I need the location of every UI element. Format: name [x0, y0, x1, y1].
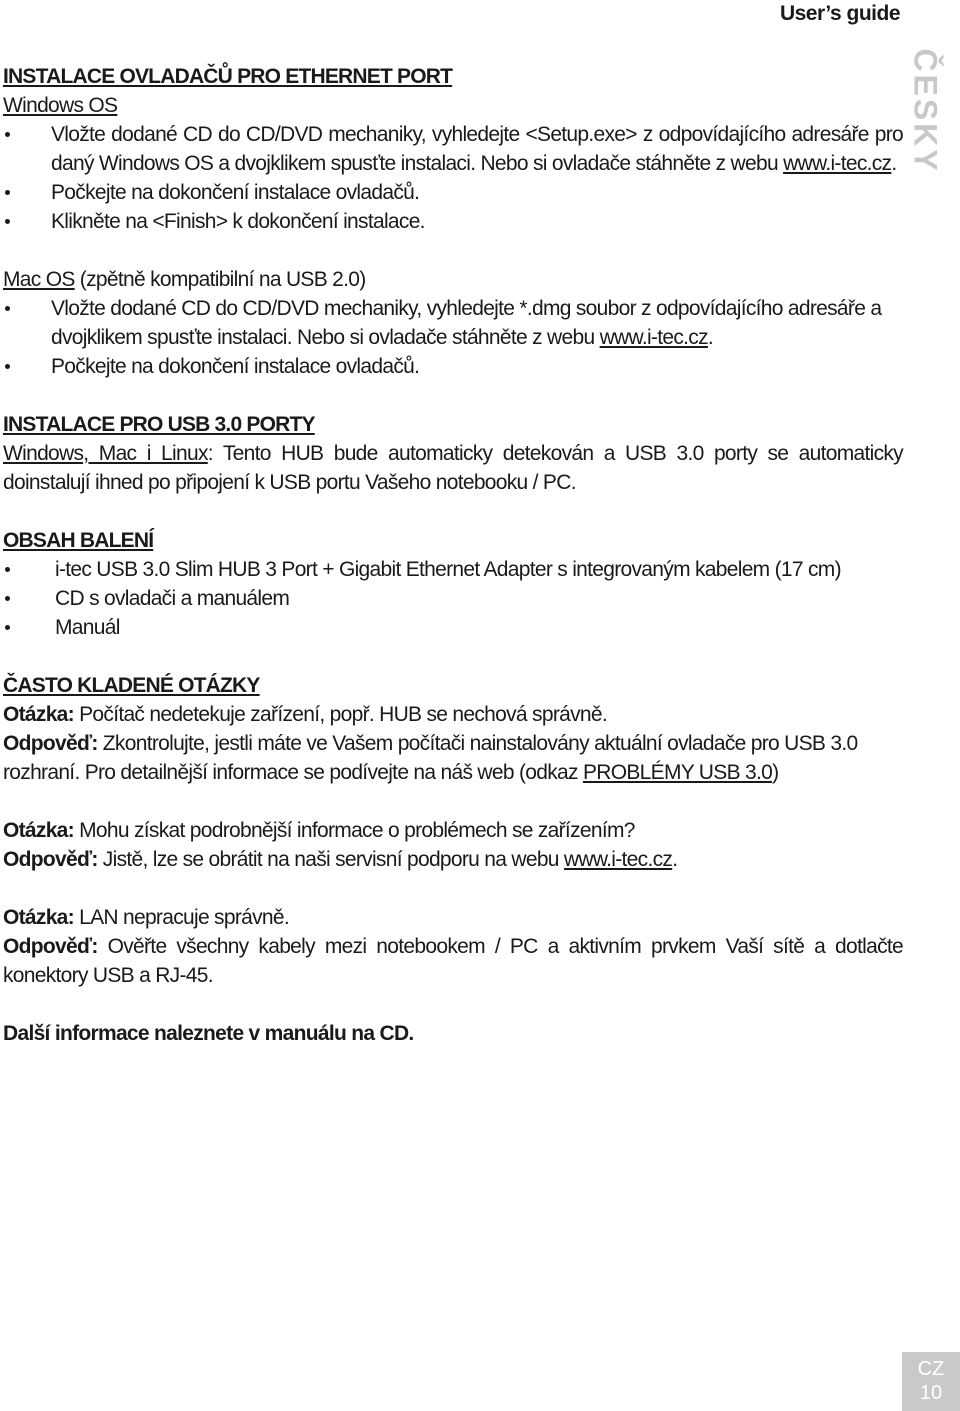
- question-label: Otázka:: [3, 906, 74, 929]
- faq-question-3: [3, 903, 903, 932]
- answer-text: Ověřte všechny kabely mezi notebookem / PC a aktivním prvkem Vaší sítě a dotlačte konektory USB a RJ-45.: [3, 935, 903, 987]
- windows-steps-list: [3, 120, 903, 236]
- page-number-badge: [902, 1352, 960, 1411]
- faq-question-1: [3, 700, 903, 729]
- faq-answer-2: [3, 845, 903, 874]
- package-heading: OBSAH BALENÍ: [3, 529, 154, 552]
- question-text: LAN nepracuje správně.: [73, 906, 290, 929]
- windows-step-finish: Klikněte na <Finish> k dokončení instalace.: [3, 207, 903, 236]
- mac-step-wait: Počkejte na dokončení instalace ovladačů.: [3, 352, 903, 381]
- itec-link[interactable]: www.i-tec.cz: [783, 152, 892, 175]
- answer-text: Jistě, lze se obrátit na naši servisní podporu na webu: [97, 848, 564, 871]
- answer-text: Zkontrolujte, jestli máte ve Vašem počítači nainstalovány aktuální ovladače pro USB 3.0 rozhraní. Pro detailnější informace se podívejte na náš web (odkaz: [3, 732, 858, 784]
- ethernet-heading: INSTALACE OVLADAČŮ PRO ETHERNET PORT: [3, 65, 453, 88]
- mac-itec-link[interactable]: www.i-tec.cz: [599, 326, 708, 349]
- answer-label: Odpověď:: [3, 732, 98, 755]
- usb-paragraph: [3, 439, 903, 497]
- question-label: Otázka:: [3, 703, 74, 726]
- page-badge-lang: CZ: [917, 1358, 945, 1380]
- answer-label: Odpověď:: [3, 935, 98, 958]
- page-header-title: User’s guide: [779, 2, 900, 25]
- package-item: CD s ovladači a manuálem: [3, 584, 903, 613]
- footer-note: Další informace naleznete v manuálu na CD.: [3, 1022, 414, 1045]
- mac-os-line: [3, 265, 903, 294]
- faq-question-2: [3, 816, 903, 845]
- language-side-label-text: ČESKY: [907, 48, 944, 174]
- usb-problems-link[interactable]: PROBLÉMY USB 3.0: [582, 761, 773, 784]
- usb-text: : Tento HUB bude automaticky detekován a USB 3.0 porty se automaticky doinstalují ihned po připojení k USB portu Vašeho notebooku / PC.: [3, 442, 903, 494]
- windows-step-wait: Počkejte na dokončení instalace ovladačů.: [3, 178, 903, 207]
- faq-answer-1: [3, 729, 903, 787]
- windows-step-insert-cd-text: Vložte dodané CD do CD/DVD mechaniky, vyhledejte <Setup.exe> z odpovídajícího adresáře pro daný Windows OS a dvojklikem spusťte instalaci. Nebo si ovladače stáhněte z webu: [51, 123, 903, 175]
- mac-steps-list: [3, 294, 903, 381]
- mac-os-compat: (zpětně kompatibilní na USB 2.0): [74, 268, 366, 291]
- answer-text-end: ): [772, 761, 779, 784]
- usb-heading: INSTALACE PRO USB 3.0 PORTY: [3, 413, 315, 436]
- usb-os-label: Windows, Mac i Linux: [3, 442, 208, 465]
- page-number: 10: [919, 1382, 943, 1404]
- language-side-label: [900, 36, 950, 186]
- mac-os-label: Mac OS: [3, 268, 75, 291]
- answer-label: Odpověď:: [3, 848, 98, 871]
- windows-step-insert-cd: [3, 120, 903, 178]
- windows-step-insert-cd-end: .: [891, 152, 897, 175]
- answer-text-end: .: [672, 848, 678, 871]
- mac-step-insert-cd-text: Vložte dodané CD do CD/DVD mechaniky, vyhledejte *.dmg soubor z odpovídajícího adresáře a dvojklikem spusťte instalaci. Nebo si ovladače stáhněte z webu: [51, 297, 882, 349]
- question-text: Mohu získat podrobnější informace o problémech se zařízením?: [73, 819, 635, 842]
- windows-os-label: Windows OS: [3, 94, 118, 117]
- mac-step-insert-cd-end: .: [707, 326, 714, 349]
- support-itec-link[interactable]: www.i-tec.cz: [563, 848, 673, 871]
- package-list: [3, 555, 903, 642]
- question-label: Otázka:: [3, 819, 74, 842]
- faq-heading: ČASTO KLADENÉ OTÁZKY: [3, 674, 260, 697]
- package-item: Manuál: [3, 613, 903, 642]
- faq-answer-3: [3, 932, 903, 990]
- manual-content: [3, 62, 903, 1048]
- mac-step-insert-cd: [3, 294, 903, 352]
- package-item: i-tec USB 3.0 Slim HUB 3 Port + Gigabit Ethernet Adapter s integrovaným kabelem (17 cm): [3, 555, 903, 584]
- question-text: Počítač nedetekuje zařízení, popř. HUB se nechová správně.: [73, 703, 607, 726]
